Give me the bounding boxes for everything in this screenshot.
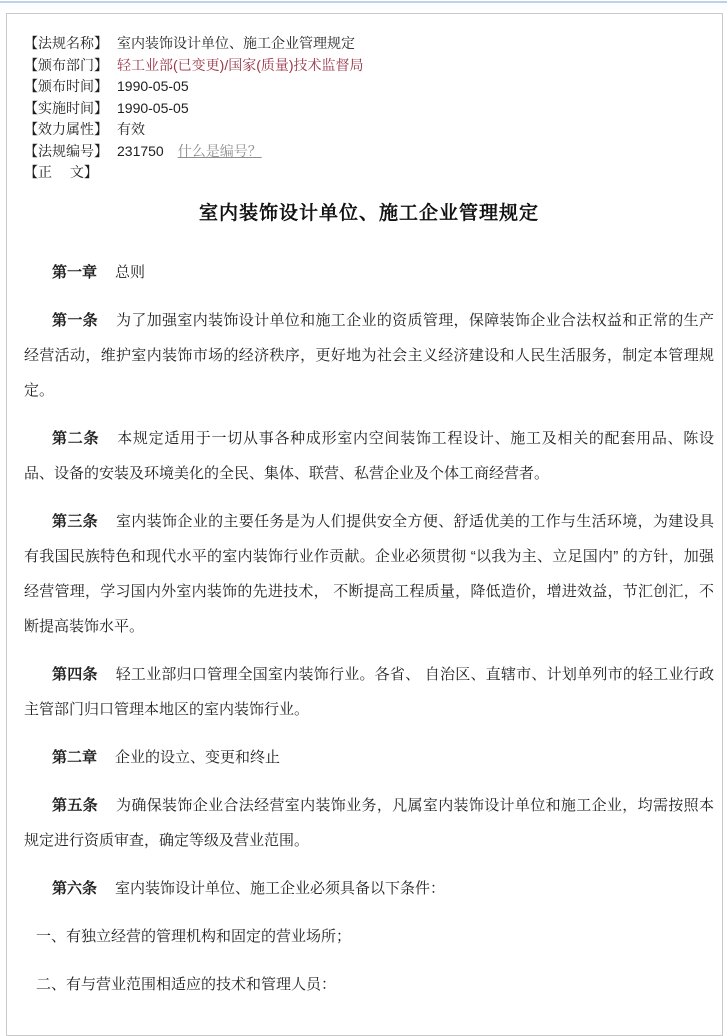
meta-label: 【法规编号】: [24, 142, 108, 159]
chapter-heading: [24, 255, 714, 290]
page: [0, 1, 727, 1036]
article-paragraph: [24, 421, 714, 491]
paragraph-lead: 第二条: [52, 429, 100, 447]
chapter-heading: [24, 740, 714, 775]
document-panel: [6, 13, 723, 1036]
meta-section: [24, 33, 714, 184]
paragraph-text: 为确保装饰企业合法经营室内装饰业务，凡属室内装饰设计单位和施工企业，均需按照本规定进行资质审查，确定等级及营业范围。: [24, 796, 714, 849]
meta-value: 1990-05-05: [117, 99, 189, 116]
paragraph-lead: 第六条: [52, 879, 98, 897]
meta-label: 【颁布部门】: [24, 56, 108, 73]
meta-row: [24, 162, 714, 184]
paragraph-text: 室内装饰设计单位、施工企业必须具备以下条件：: [115, 879, 446, 897]
document-title: 室内装饰设计单位、施工企业管理规定: [198, 202, 539, 224]
meta-row: [24, 119, 714, 141]
meta-value: 231750: [117, 142, 164, 159]
article-paragraph: [24, 303, 714, 408]
meta-label: 【正 文】: [24, 164, 98, 180]
meta-row: [24, 55, 714, 77]
paragraph-text: 为了加强室内装饰设计单位和施工企业的资质管理，保障装饰企业合法权益和正常的生产经营活动，维护室内装饰市场的经济秩序，更好地为社会主义经济建设和人民生活服务，制定本管理规定。: [24, 311, 714, 399]
article-paragraph: [24, 504, 714, 644]
what-is-code-link[interactable]: 什么是编号？: [177, 142, 262, 159]
paragraph-lead: 第一章: [52, 263, 98, 281]
paragraph-text: 一、有独立经营的管理机构和固定的营业场所；: [36, 927, 352, 945]
meta-label: 【颁布时间】: [24, 78, 108, 94]
meta-label: 【效力属性】: [24, 121, 108, 137]
paragraph-lead: 第一条: [52, 311, 99, 329]
meta-row: [24, 33, 714, 55]
paragraph-text: 总则: [115, 263, 146, 281]
meta-value: 室内装饰设计单位、施工企业管理规定: [117, 35, 355, 51]
paragraph-text: 企业的设立、变更和终止: [115, 748, 281, 766]
meta-row: [24, 98, 714, 120]
list-item: [24, 919, 714, 954]
top-glow: [0, 3, 727, 10]
paragraph-lead: 第二章: [52, 748, 98, 766]
meta-label: 【法规名称】: [24, 35, 108, 51]
article-paragraph: [24, 788, 714, 858]
paragraph-lead: 第五条: [52, 796, 99, 814]
paragraph-text: 轻工业部归口管理全国室内装饰行业。各省、 自治区、直辖市、计划单列市的轻工业行政主管部门归口管理本地区的室内装饰行业。: [24, 665, 714, 718]
paragraph-lead: 第三条: [52, 512, 99, 530]
paragraph-text: 本规定适用于一切从事各种成形室内空间装饰工程设计、施工及相关的配套用品、陈设品、设备的安装及环境美化的全民、集体、联营、私营企业及个体工商经营者。: [24, 429, 714, 482]
paragraph-text: 二、有与营业范围相适应的技术和管理人员：: [36, 975, 337, 993]
meta-row: [24, 141, 714, 163]
paragraph-lead: 第四条: [52, 665, 98, 683]
meta-value: 轻工业部(已变更)/国家(质量)技术监督局: [117, 56, 364, 73]
meta-value: 有效: [117, 121, 145, 137]
list-item: [24, 967, 714, 1002]
article-paragraph: [24, 657, 714, 727]
meta-label: 【实施时间】: [24, 99, 108, 116]
paragraph-text: 室内装饰企业的主要任务是为人们提供安全方便、舒适优美的工作与生活环境，为建设具有我国民族特色和现代水平的室内装饰行业作贡献。企业必须贯彻 “以我为主、立足国内” 的方针，加强经营管理，学习国内外室内装饰的先进技术， 不断提高工程质量，降低造价，增进效益，节汇创汇，不断提高装饰水平。: [24, 512, 714, 635]
meta-value: 1990-05-05: [117, 78, 189, 94]
document-body: [24, 255, 714, 1002]
article-paragraph: [24, 871, 714, 906]
meta-row: [24, 76, 714, 98]
